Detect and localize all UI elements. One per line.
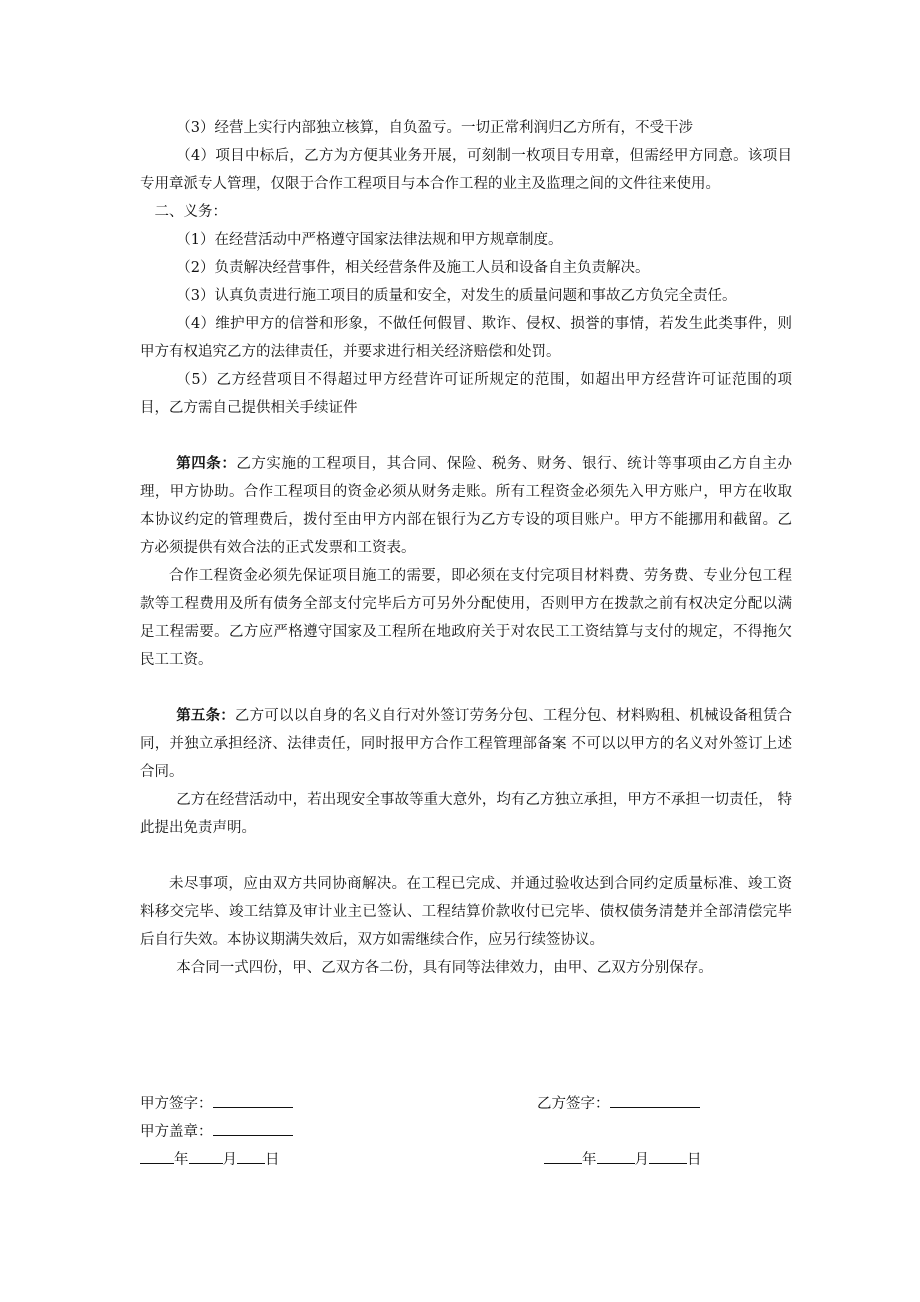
rights-item-3: （3）经营上实行内部独立核算，自负盈亏。一切正常利润归乙方所有，不受干涉 [176,120,693,136]
article-5-label: 第五条： [176,707,235,724]
article-4-para-2: 合作工程资金必须先保证项目施工的需要，即必须在支付完项目材料费、劳务费、专业分包工程款等工程费用及所有债务全部支付完毕后方可另外分配使用，否则甲方在拨款之前有权决定分配以满足工程需要。乙方应严格遵守国家及工程所在地政府关于对农民工工资结算与支付的规定，不得拖欠民工工资。 [140,568,792,668]
party-b-day-blank[interactable] [649,1145,687,1164]
party-a-seal-line [140,1117,293,1146]
party-b-day-label: 日 [687,1152,702,1168]
party-a-month-blank[interactable] [189,1145,223,1164]
party-a-month-label: 月 [222,1152,237,1168]
party-b-sign-blank[interactable] [610,1089,700,1108]
article-5-text: 乙方可以以自身的名义自行对外签订劳务分包、工程分包、材料购租、机械设备租赁合同，并独立承担经济、法律责任，同时报甲方合作工程管理部备案 不可以以甲方的名义对外签订上述合同。 [140,708,793,780]
party-b-sign-label: 乙方签字： [537,1096,610,1112]
party-b-year-blank[interactable] [544,1145,582,1164]
contract-body [140,114,792,982]
obligation-item-3: （3）认真负责进行施工项目的质量和安全，对发生的质量问题和事故乙方负完全责任。 [176,288,737,304]
closing-para-2: 本合同一式四份，甲、乙双方各二份，具有同等法律效力，由甲、乙双方分别保存。 [176,960,713,976]
party-a-day-blank[interactable] [237,1145,265,1164]
rights-item-4: （4）项目中标后，乙方为方便其业务开展，可刻制一枚项目专用章，但需经甲方同意。该项目专用章派专人管理，仅限于合作工程项目与本合作工程的业主及监理之间的文件往来使用。 [140,148,792,192]
party-b-month-label: 月 [634,1152,649,1168]
article-4 [140,450,792,562]
obligation-item-5: （5）乙方经营项目不得超过甲方经营许可证所规定的范围，如超出甲方经营许可证范围的项目，乙方需自己提供相关手续证件 [140,372,792,416]
party-a-sign-blank[interactable] [213,1089,293,1108]
article-4-label: 第四条： [176,455,237,472]
closing-para-1: 未尽事项，应由双方共同协商解决。在工程已完成、并通过验收达到合同约定质量标准、竣工资料移交完毕、竣工结算及审计业主已签认、工程结算价款收付已完毕、债权债务清楚并全部清偿完毕后自行失效。本协议期满失效后，双方如需继续合作，应另行续签协议。 [140,876,792,948]
article-4-text: 乙方实施的工程项目，其合同、保险、税务、财务、银行、统计等事项由乙方自主办理，甲方协助。合作工程项目的资金必须从财务走账。所有工程资金必须先入甲方账户，甲方在收取本协议约定的管理费后，拨付至由甲方内部在银行为乙方专设的项目账户。甲方不能挪用和截留。乙方必须提供有效合法的正式发票和工资表。 [140,456,792,556]
obligation-item-4: （4）维护甲方的信誉和形象，不做任何假冒、欺诈、侵权、损誉的事情，若发生此类事件，则甲方有权追究乙方的法律责任，并要求进行相关经济赔偿和处罚。 [140,316,792,360]
party-a-seal-label: 甲方盖章： [140,1124,213,1140]
party-a-year-blank[interactable] [140,1145,174,1164]
party-b-month-blank[interactable] [597,1145,635,1164]
obligation-item-2: （2）负责解决经营事件，相关经营条件及施工人员和设备自主负责解决。 [176,260,650,276]
article-5-para-2: 乙方在经营活动中，若出现安全事故等重大意外，均有乙方独立承担，甲方不承担一切责任， 特此提出免责声明。 [140,792,792,836]
party-b-sign-line [537,1089,700,1118]
obligation-item-1: （1）在经营活动中严格遵守国家法律法规和甲方规章制度。 [176,232,563,248]
party-a-date-line [140,1145,280,1174]
party-a-sign-label: 甲方签字： [140,1096,213,1112]
obligations-heading: 二、义务： [154,204,227,220]
party-a-day-label: 日 [265,1152,280,1168]
party-b-year-label: 年 [582,1152,597,1168]
party-b-date-line [544,1145,702,1174]
party-a-sign-line [140,1089,293,1118]
article-5 [140,702,792,786]
party-a-year-label: 年 [174,1152,189,1168]
party-a-seal-blank[interactable] [213,1117,293,1136]
